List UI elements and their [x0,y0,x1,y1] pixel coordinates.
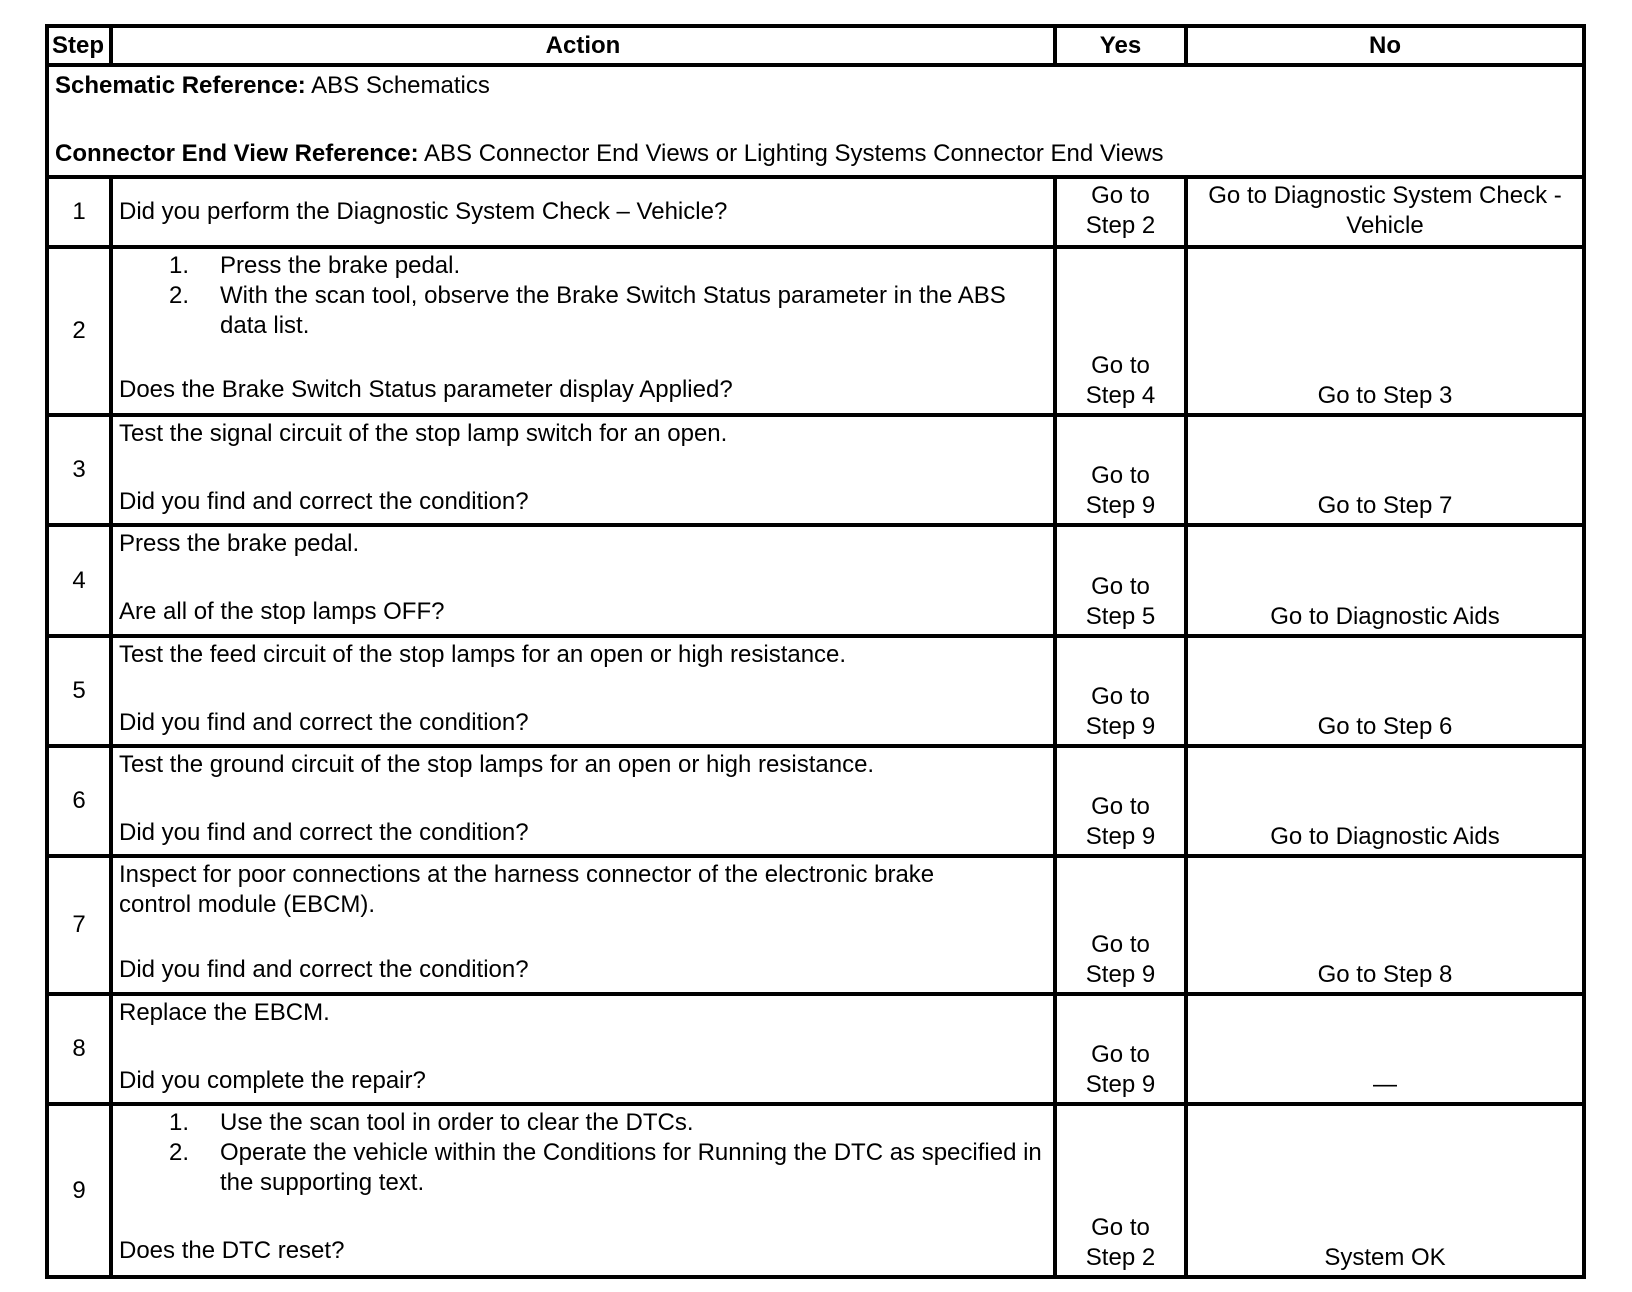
yes-result-line: Step 9 [1085,1071,1156,1099]
step-instruction: Press the brake pedal. [119,530,360,558]
no-result [1186,247,1584,415]
yes-result [1055,525,1186,635]
step-number: 4 [47,525,111,635]
no-result [1186,746,1584,856]
step-number: 2 [47,247,111,415]
no-result-line: Go to Step 3 [1317,382,1453,410]
yes-result-line: Go to [1091,792,1150,820]
no-result-line: Go to Step 8 [1317,961,1453,989]
step-number: 6 [47,746,111,856]
substep-number: 1. [169,251,190,279]
no-result-line: Go to Diagnostic System Check - [1208,182,1562,210]
no-result [1186,856,1584,994]
yes-result [1055,636,1186,746]
diagnostic-table [45,24,1586,1279]
yes-result-line: Step 4 [1085,382,1156,410]
no-result-line: Go to Diagnostic Aids [1270,602,1500,630]
yes-result-line: Step 2 [1085,212,1156,240]
step-instruction: Inspect for poor connections at the harness connector of the electronic brake control module (EBCM). [119,860,935,918]
step-action [111,525,1055,635]
step-instruction: Test the feed circuit of the stop lamps for an open or high resistance. [119,640,847,668]
substep-text: Operate the vehicle within the Conditions for Running the DTC as specified in the supporting text. [220,1139,1042,1197]
no-result-line: Go to Step 7 [1317,492,1453,520]
step-action [111,746,1055,856]
yes-result-line: Step 5 [1085,602,1156,630]
no-result-line: — [1373,1071,1397,1099]
step-number: 1 [47,177,111,247]
step-number: 3 [47,415,111,525]
step-row [47,1104,1584,1277]
step-action [111,1104,1055,1277]
step-row [47,856,1584,994]
no-result [1186,415,1584,525]
step-number: 7 [47,856,111,994]
step-row [47,247,1584,415]
yes-result-line: Step 9 [1085,961,1156,989]
step-instruction: Test the ground circuit of the stop lamps for an open or high resistance. [119,750,875,778]
step-question: Did you find and correct the condition? [119,488,529,516]
substep-number: 2. [169,1139,190,1167]
schematic-reference-value: ABS Schematics [305,72,490,99]
step-action [111,247,1055,415]
step-number: 5 [47,636,111,746]
step-question: Does the DTC reset? [119,1237,345,1265]
substep-item [119,251,1047,281]
step-substeps [119,251,1047,341]
header-yes: Yes [1055,26,1186,65]
substep-text: Use the scan tool in order to clear the DTCs. [220,1109,694,1137]
step-question: Did you complete the repair? [119,1067,426,1095]
yes-result [1055,1104,1186,1277]
step-action [111,636,1055,746]
step-row [47,636,1584,746]
step-action [111,415,1055,525]
no-result [1186,525,1584,635]
step-question: Does the Brake Switch Status parameter display Applied? [119,375,733,403]
no-result-line: Go to Diagnostic Aids [1270,822,1500,850]
step-question: Did you perform the Diagnostic System Check – Vehicle? [119,198,728,226]
step-row [47,525,1584,635]
step-row [47,415,1584,525]
substep-text: With the scan tool, observe the Brake Switch Status parameter in the ABS data list. [220,281,1006,339]
yes-result-line: Go to [1091,931,1150,959]
step-instruction: Test the signal circuit of the stop lamp switch for an open. [119,420,728,448]
step-number: 9 [47,1104,111,1277]
no-result [1186,994,1584,1104]
yes-result [1055,177,1186,247]
substep-item [119,1108,1047,1138]
no-result [1186,636,1584,746]
step-question: Did you find and correct the condition? [119,708,529,736]
substep-number: 1. [169,1109,190,1137]
yes-result [1055,247,1186,415]
yes-result-line: Step 9 [1085,712,1156,740]
yes-result [1055,994,1186,1104]
yes-result [1055,746,1186,856]
no-result-line: Vehicle [1346,212,1424,240]
yes-result-line: Step 9 [1085,822,1156,850]
step-instruction: Replace the EBCM. [119,999,330,1027]
substep-item [119,281,1047,341]
step-action [111,177,1055,247]
schematic-reference [55,71,1576,101]
yes-result-line: Go to [1091,182,1150,210]
header-step: Step [47,26,111,65]
reference-cell [47,65,1584,177]
no-result-line: Go to Step 6 [1317,712,1453,740]
step-question: Are all of the stop lamps OFF? [119,598,445,626]
step-question: Did you find and correct the condition? [119,818,529,846]
no-result-line: System OK [1324,1244,1446,1271]
step-action [111,856,1055,994]
step-substeps [119,1108,1047,1198]
yes-result-line: Go to [1091,1214,1150,1241]
step-row [47,994,1584,1104]
yes-result-line: Go to [1091,352,1150,380]
connector-reference-value: ABS Connector End Views or Lighting Systems Connector End Views [418,140,1164,167]
yes-result-line: Go to [1091,572,1150,600]
yes-result-line: Go to [1091,682,1150,710]
step-number: 8 [47,994,111,1104]
yes-result [1055,415,1186,525]
no-result [1186,177,1584,247]
header-no: No [1186,26,1584,65]
header-row [47,26,1584,65]
yes-result-line: Step 9 [1085,492,1156,520]
yes-result-line: Go to [1091,1041,1150,1069]
reference-row [47,65,1584,177]
substep-item [119,1138,1047,1198]
no-result [1186,1104,1584,1277]
step-action [111,994,1055,1104]
connector-reference [55,139,1576,169]
yes-result-line: Step 2 [1085,1244,1156,1271]
yes-result [1055,856,1186,994]
step-row [47,177,1584,247]
substep-number: 2. [169,281,190,309]
substep-text: Press the brake pedal. [220,251,461,279]
step-row [47,746,1584,856]
schematic-reference-label: Schematic Reference: [55,72,306,99]
step-question: Did you find and correct the condition? [119,955,529,983]
header-action: Action [111,26,1055,65]
connector-reference-label: Connector End View Reference: [55,140,419,167]
yes-result-line: Go to [1091,462,1150,490]
